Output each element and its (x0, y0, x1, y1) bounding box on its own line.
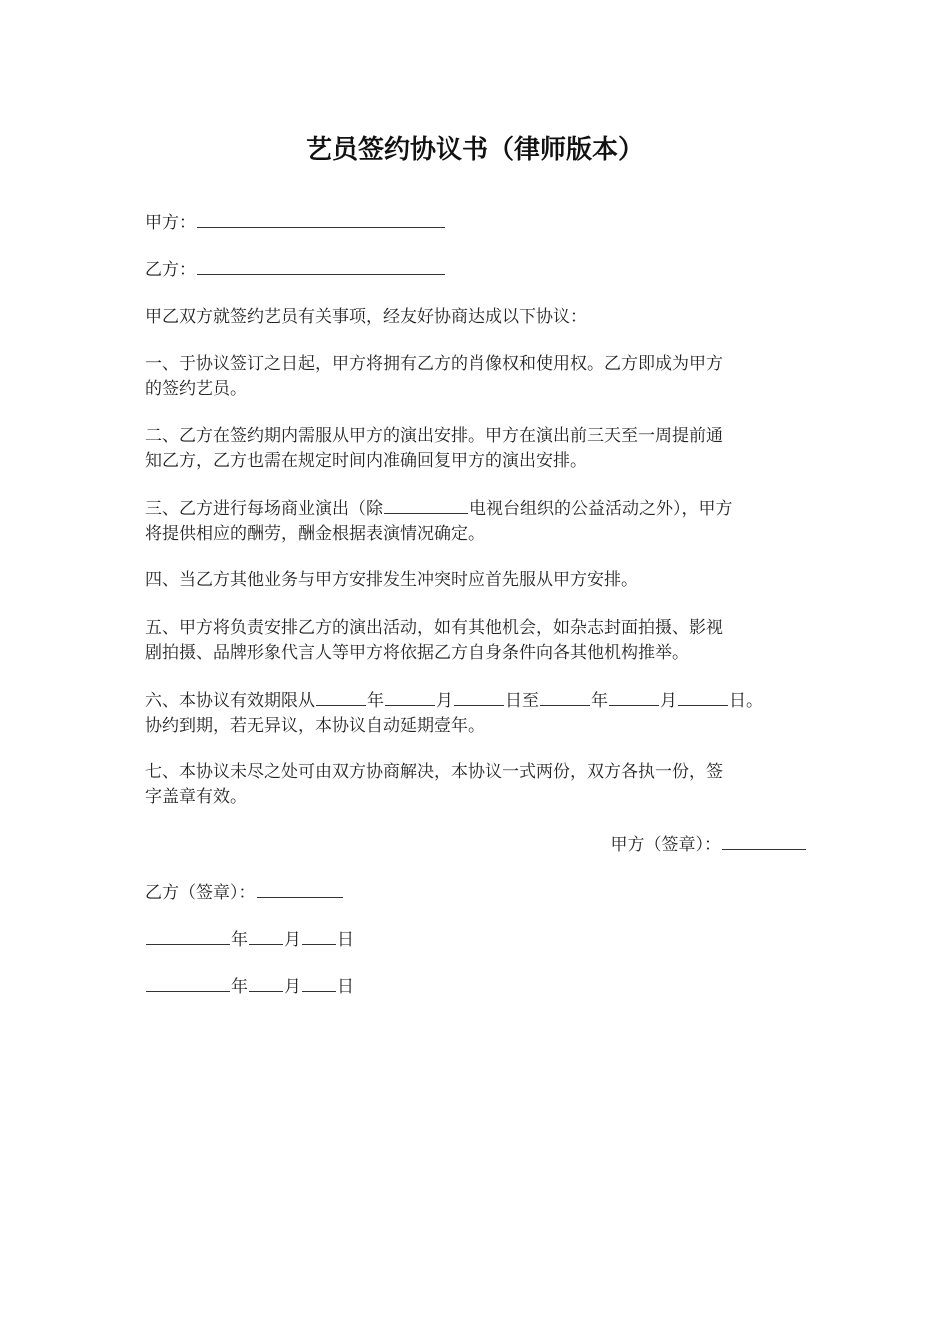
date-1-month-blank (249, 927, 283, 945)
clause-1-line-1: 一、于协议签订之日起，甲方将拥有乙方的肖像权和使用权。乙方即成为甲方 (145, 354, 723, 374)
clause-4 (145, 568, 810, 593)
start-year-label: 年 (367, 691, 384, 711)
clause-6-line-1 (145, 688, 810, 714)
party-a-signature-label: 甲方（签章）： (610, 835, 721, 855)
party-a-signature-blank (722, 832, 806, 850)
start-day-label: 日至 (505, 691, 539, 711)
clause-7-line-1: 七、本协议未尽之处可由双方协商解决，本协议一式两份，双方各执一份，签 (145, 762, 723, 782)
date-1-day-label: 日 (337, 930, 354, 950)
date-1-year-blank (146, 927, 230, 945)
date-2-day-label: 日 (337, 977, 354, 997)
intro-paragraph (145, 305, 810, 330)
party-b-label: 乙方： (145, 260, 196, 280)
clause-6-prefix: 六、本协议有效期限从 (145, 691, 315, 711)
party-b-signature (145, 880, 810, 906)
clause-3 (145, 496, 810, 547)
clause-3-text-a: 三、乙方进行每场商业演出（除 (145, 499, 383, 519)
start-year-blank (316, 688, 366, 706)
clause-3-blank (384, 496, 468, 514)
date-2-day-blank (302, 974, 336, 992)
clause-5-line-2: 剧拍摄、品牌形象代言人等甲方将依据乙方自身条件向各其他机构推举。 (145, 643, 689, 663)
clause-7 (145, 760, 810, 810)
clause-4-text: 四、当乙方其他业务与甲方安排发生冲突时应首先服从甲方安排。 (145, 570, 638, 590)
clause-2-line-1: 二、乙方在签约期内需服从甲方的演出安排。甲方在演出前三天至一周提前通 (145, 426, 723, 446)
end-month-blank (609, 688, 659, 706)
party-b-signature-label: 乙方（签章）： (145, 883, 256, 903)
party-a-signature (611, 832, 808, 858)
end-day-blank (678, 688, 728, 706)
party-a-label: 甲方： (145, 213, 196, 233)
end-day-label: 日。 (729, 691, 763, 711)
party-b-field (145, 257, 810, 283)
date-2-month-label: 月 (284, 977, 301, 997)
clause-7-line-2: 字盖章有效。 (145, 787, 247, 807)
start-month-blank (385, 688, 435, 706)
start-day-blank (454, 688, 504, 706)
intro-text: 甲乙双方就签约艺员有关事项，经友好协商达成以下协议： (145, 307, 587, 327)
party-a-field (145, 210, 810, 236)
date-line-2 (145, 974, 810, 1000)
date-2-year-label: 年 (231, 977, 248, 997)
date-1-year-label: 年 (231, 930, 248, 950)
party-b-blank (197, 257, 445, 275)
clause-3-line-2: 将提供相应的酬劳，酬金根据表演情况确定。 (145, 524, 485, 544)
date-2-year-blank (146, 974, 230, 992)
clause-5-line-1: 五、甲方将负责安排乙方的演出活动，如有其他机会，如杂志封面拍摄、影视 (145, 618, 723, 638)
date-2-month-blank (249, 974, 283, 992)
clause-1-line-2: 的签约艺员。 (145, 379, 247, 399)
clause-1 (145, 352, 810, 402)
start-month-label: 月 (436, 691, 453, 711)
party-a-blank (197, 210, 445, 228)
end-year-label: 年 (591, 691, 608, 711)
date-1-day-blank (302, 927, 336, 945)
date-1-month-label: 月 (284, 930, 301, 950)
clause-2 (145, 424, 810, 474)
clause-2-line-2: 知乙方，乙方也需在规定时间内准确回复甲方的演出安排。 (145, 451, 587, 471)
clause-6-line-2: 协约到期，若无异议，本协议自动延期壹年。 (145, 716, 485, 736)
end-month-label: 月 (660, 691, 677, 711)
date-line-1 (145, 927, 810, 953)
clause-3-line-1 (145, 496, 810, 522)
end-year-blank (540, 688, 590, 706)
clause-3-text-b: 电视台组织的公益活动之外），甲方 (469, 499, 733, 519)
clause-5 (145, 616, 810, 666)
party-b-signature-blank (257, 880, 343, 898)
clause-6 (145, 688, 810, 739)
document-title: 艺员签约协议书（律师版本） (305, 135, 644, 165)
